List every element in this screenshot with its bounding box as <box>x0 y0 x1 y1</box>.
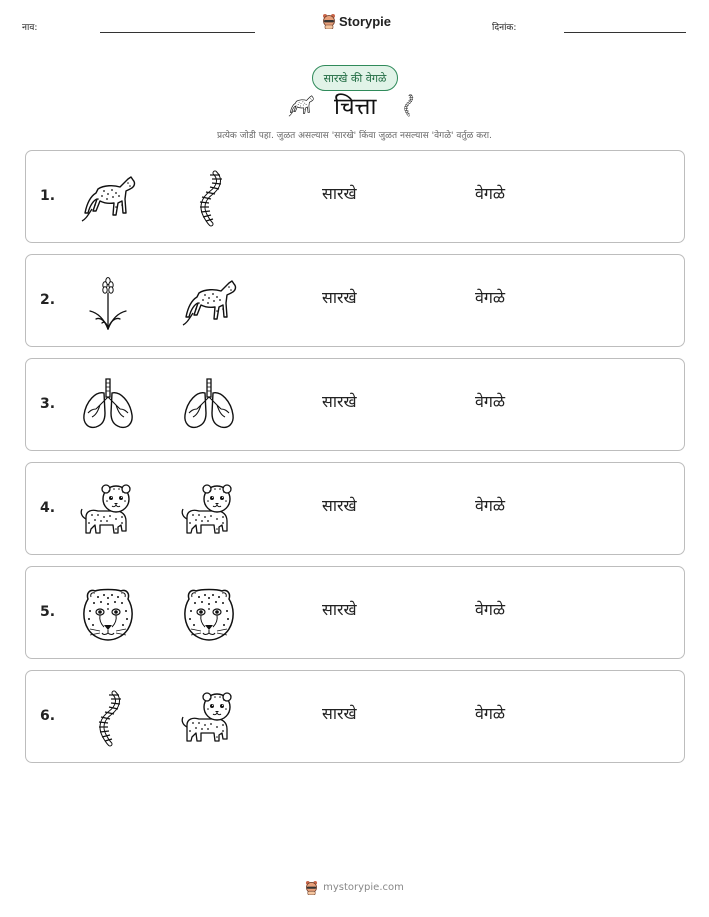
exercise-row <box>25 670 685 763</box>
exercise-row <box>25 566 685 659</box>
option-different[interactable]: वेगळे <box>475 288 506 307</box>
cheetah-icon <box>78 169 138 227</box>
row-number: 6. <box>40 708 56 724</box>
option-different[interactable]: वेगळे <box>475 392 506 411</box>
footer-site[interactable]: mystorypie.com <box>323 882 404 893</box>
option-same[interactable]: सारखे <box>322 184 357 203</box>
brand-name: Storypie <box>339 13 392 29</box>
grass-icon <box>78 273 138 331</box>
lungs-icon <box>179 377 239 435</box>
row-number: 3. <box>40 396 56 412</box>
cheetah-cub-icon <box>179 689 239 747</box>
row-number: 1. <box>40 188 56 204</box>
lungs-icon <box>78 377 138 435</box>
storypie-mascot-icon <box>305 880 318 895</box>
option-same[interactable]: सारखे <box>322 288 357 307</box>
instructions: प्रत्येक जोडी पहा. जुळत असल्यास 'सारखे' किंवा जुळत नसल्यास 'वेगळे' वर्तुळ करा. <box>216 131 492 141</box>
topic-badge: सारखे की वेगळे <box>312 65 398 91</box>
footer <box>0 880 709 895</box>
option-different[interactable]: वेगळे <box>475 704 506 723</box>
cheetah-cub-icon <box>179 481 239 539</box>
page-title: चित्ता <box>334 94 377 120</box>
exercise-row <box>25 150 685 243</box>
option-same[interactable]: सारखे <box>322 496 357 515</box>
exercise-row <box>25 462 685 555</box>
name-line[interactable] <box>100 32 255 33</box>
option-different[interactable]: वेगळे <box>475 496 506 515</box>
option-same[interactable]: सारखे <box>322 392 357 411</box>
storypie-mascot-icon <box>322 13 336 29</box>
row-number: 2. <box>40 292 56 308</box>
worksheet-header <box>0 0 709 40</box>
cheetah-cub-icon <box>78 481 138 539</box>
brand-logo <box>322 13 391 29</box>
exercise-row <box>25 358 685 451</box>
spine-icon <box>179 169 239 227</box>
option-different[interactable]: वेगळे <box>475 184 506 203</box>
row-number: 5. <box>40 604 56 620</box>
name-label: नाव: <box>22 23 38 33</box>
option-different[interactable]: वेगळे <box>475 600 506 619</box>
option-same[interactable]: सारखे <box>322 704 357 723</box>
option-same[interactable]: सारखे <box>322 600 357 619</box>
cheetah-icon <box>179 273 239 331</box>
spine-icon <box>78 689 138 747</box>
date-label: दिनांक: <box>492 23 517 33</box>
exercise-row <box>25 254 685 347</box>
cheetah-icon <box>287 92 315 119</box>
date-line[interactable] <box>564 32 686 33</box>
row-number: 4. <box>40 500 56 516</box>
cheetah-face-icon <box>179 585 239 643</box>
cheetah-face-icon <box>78 585 138 643</box>
spine-icon <box>396 90 420 120</box>
